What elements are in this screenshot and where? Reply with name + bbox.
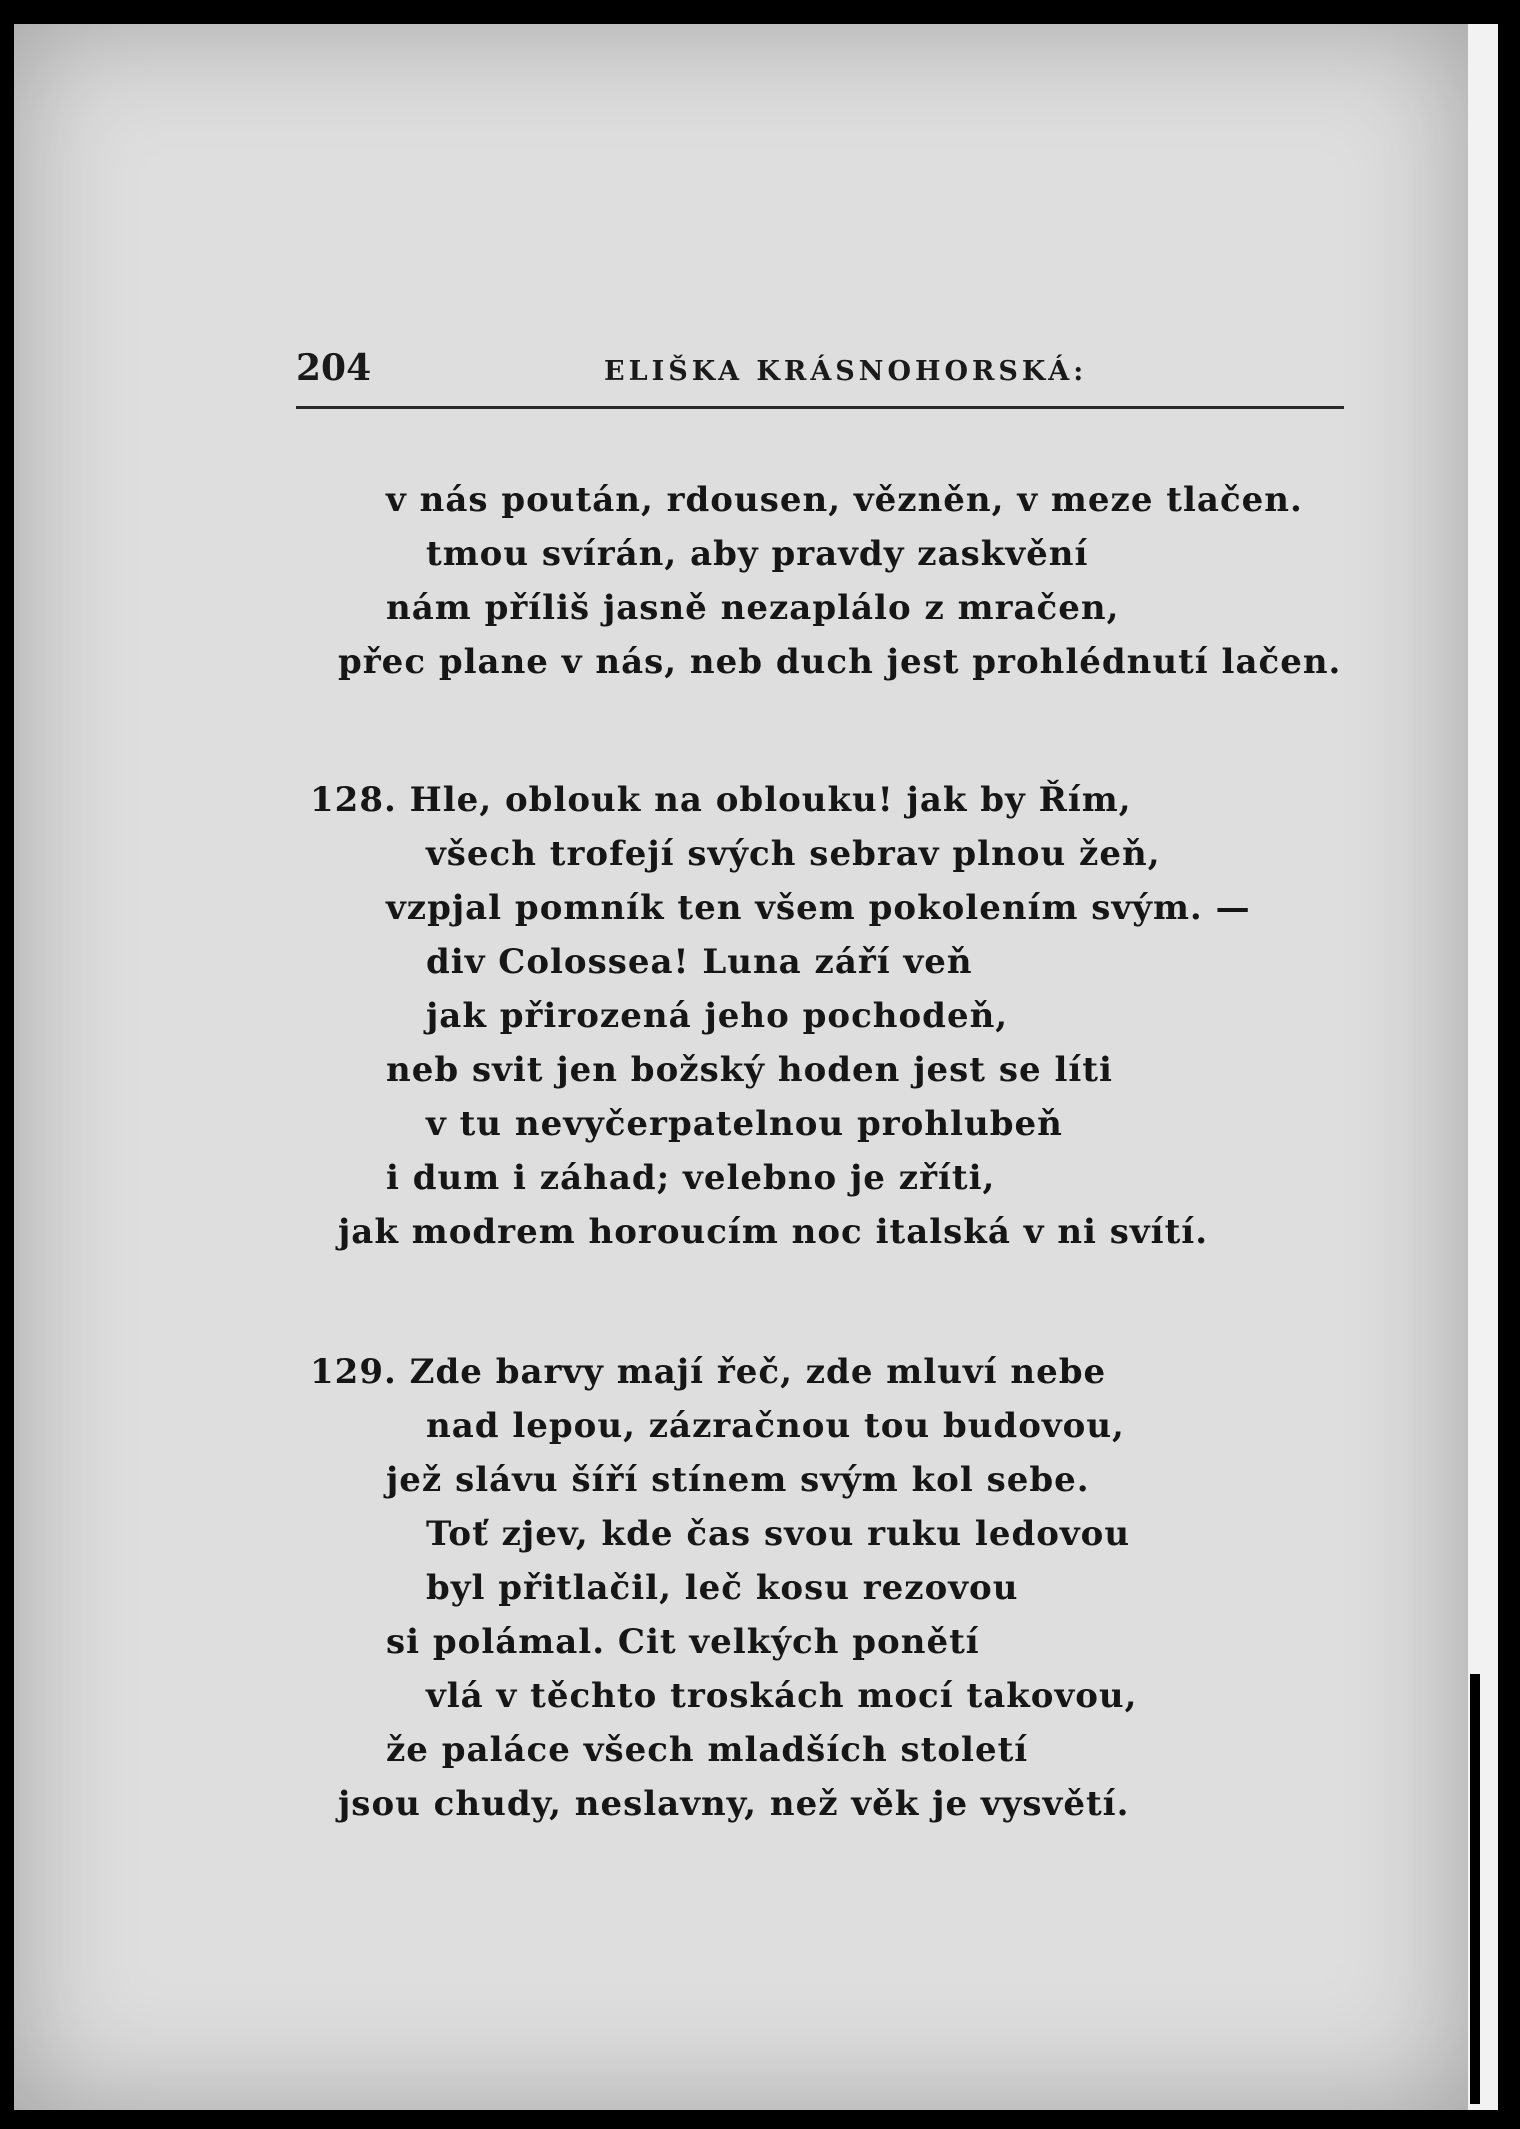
verse-line: v nás poután, rdousen, vězněn, v meze tlačen.: [386, 480, 1303, 520]
verse-line: Toť zjev, kde čas svou ruku ledovou: [426, 1514, 1131, 1554]
verse-line: byl přitlačil, leč kosu rezovou: [426, 1568, 1019, 1608]
verse-line: si polámal. Cit velkých ponětí: [386, 1622, 980, 1662]
verse-line: všech trofejí svých sebrav plnou žeň,: [426, 834, 1161, 874]
verse-line: neb svit jen božský hoden jest se líti: [386, 1050, 1113, 1090]
header-rule: [296, 406, 1344, 409]
verse-line: vlá v těchto troskách mocí takovou,: [426, 1676, 1138, 1716]
verse-line: jsou chudy, neslavny, než věk je vysvětí.: [338, 1784, 1130, 1824]
verse-line: tmou svírán, aby pravdy zaskvění: [426, 534, 1089, 574]
running-head: ELIŠKA KRÁSNOHORSKÁ:: [604, 356, 1088, 387]
adjacent-page-edge: [1468, 24, 1498, 2110]
verse-line: 128. Hle, oblouk na oblouku! jak by Řím,: [310, 780, 1132, 820]
verse-line: nám příliš jasně nezaplálo z mračen,: [386, 588, 1120, 628]
verse-line: že paláce všech mladších století: [386, 1730, 1029, 1770]
verse-line: jež slávu šíří stínem svým kol sebe.: [386, 1460, 1090, 1500]
verse-line: přec plane v nás, neb duch jest prohlédnutí lačen.: [338, 642, 1342, 682]
verse-line: vzpjal pomník ten všem pokolením svým. —: [386, 888, 1251, 928]
verse-line: jak přirozená jeho pochodeň,: [426, 996, 1009, 1036]
page-header: [296, 348, 1344, 400]
verse-line: div Colossea! Luna září veň: [426, 942, 973, 982]
verse-line: 129. Zde barvy mají řeč, zde mluví nebe: [310, 1352, 1107, 1392]
verse-line: v tu nevyčerpatelnou prohlubeň: [426, 1104, 1063, 1144]
verse-line: nad lepou, zázračnou tou budovou,: [426, 1406, 1125, 1446]
page-number: 204: [296, 347, 372, 389]
verse-line: i dum i záhad; velebno je zříti,: [386, 1158, 996, 1198]
verse-line: jak modrem horoucím noc italská v ni svítí.: [338, 1212, 1209, 1252]
